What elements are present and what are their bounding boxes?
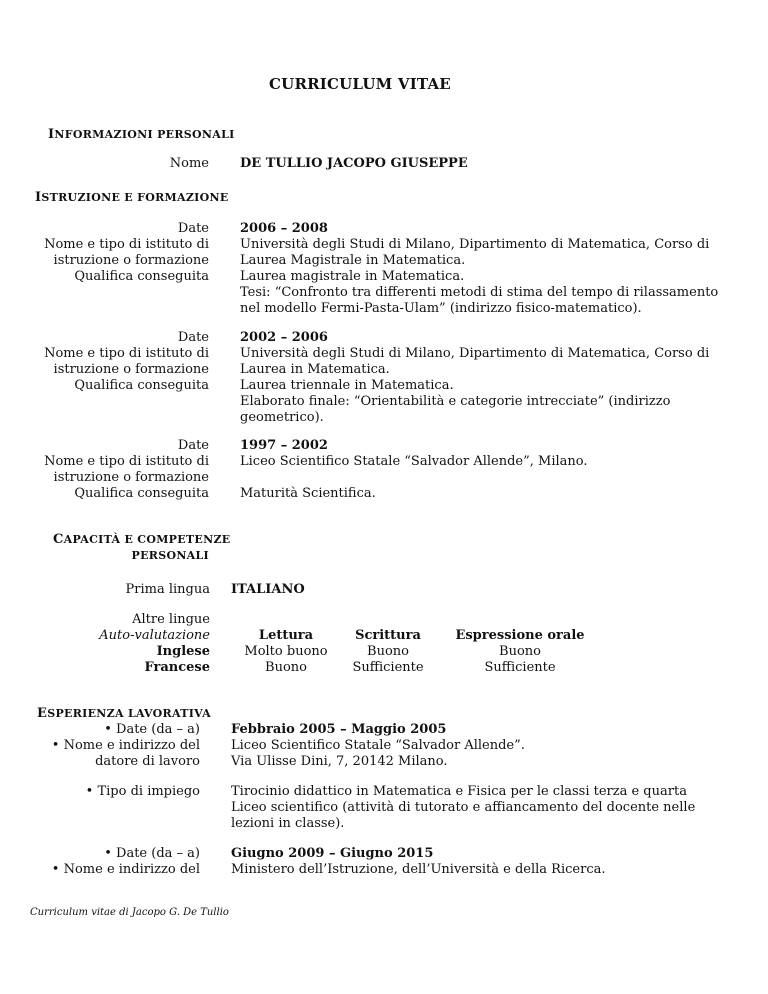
work-1-type-line-2: Liceo scientifico (attività di tutorato e affiancamento del docente nelle [231,800,696,815]
work-1-date: Febbraio 2005 – Maggio 2005 [231,722,447,737]
edu-2-line-4: Elaborato finale: “Orientabilità e categorie intrecciate” (indirizzo [240,394,671,409]
edu-1-line-3: Laurea magistrale in Matematica. [240,269,465,284]
work-2-date: Giugno 2009 – Giugno 2015 [231,846,434,861]
work-1-employer-label-2: datore di lavoro [95,754,200,769]
edu-3-date-label: Date [177,438,209,453]
name-value: DE TULLIO JACOPO GIUSEPPE [240,156,468,171]
edu-2-qual-label: Qualifica conseguita [74,378,209,393]
page-footer: Curriculum vitae di Jacopo G. De Tullio [30,907,229,918]
english-reading: Molto buono [244,644,328,659]
edu-2-line-1: Università degli Studi di Milano, Dipartimento di Matematica, Corso di [240,346,710,361]
work-1-employer-line-1: Liceo Scientifico Statale “Salvador Allende”. [231,738,525,753]
edu-3-date: 1997 – 2002 [240,438,328,453]
edu-2-inst-label-2: istruzione o formazione [53,362,209,377]
edu-1-inst-label-1: Nome e tipo di istituto di [44,237,209,252]
edu-2-line-2: Laurea in Matematica. [240,362,390,377]
work-1-date-label: • Date (da – a) [104,722,200,737]
header-reading: Lettura [258,628,314,643]
edu-1-line-4: Tesi: “Confronto tra differenti metodi di stima del tempo di rilassamento [240,285,719,300]
language-name-english: Inglese [156,644,210,659]
french-speaking: Sufficiente [484,660,556,675]
work-2-employer-label-1: • Nome e indirizzo del [51,862,200,877]
work-1-employer-line-2: Via Ulisse Dini, 7, 20142 Milano. [231,754,448,769]
edu-1-line-1: Università degli Studi di Milano, Dipartimento di Matematica, Corso di [240,237,710,252]
work-1-type-label: • Tipo di impiego [85,784,200,799]
other-languages-label: Altre lingue [132,612,210,627]
edu-1-inst-label-2: istruzione o formazione [53,253,209,268]
section-heading-education: ISTRUZIONE E FORMAZIONE [35,190,229,205]
section-heading-personal: INFORMAZIONI PERSONALI [48,127,235,142]
edu-3-inst-label-2: istruzione o formazione [53,470,209,485]
french-reading: Buono [265,660,307,675]
work-1-type-line-1: Tirocinio didattico in Matematica e Fisica per le classi terza e quarta [231,784,687,799]
name-label: Nome [169,156,209,171]
edu-2-date-label: Date [177,330,209,345]
edu-1-qual-label: Qualifica conseguita [74,269,209,284]
edu-1-date-label: Date [177,221,209,236]
edu-3-line-1: Liceo Scientifico Statale “Salvador Allende”, Milano. [240,454,588,469]
french-writing: Sufficiente [352,660,424,675]
work-2-employer-line-1: Ministero dell’Istruzione, dell’Università e della Ricerca. [231,862,606,877]
self-evaluation-label: Auto-valutazione [99,628,210,643]
edu-1-line-5: nel modello Fermi-Pasta-Ulam” (indirizzo fisico-matematico). [240,301,642,316]
work-2-date-label: • Date (da – a) [104,846,200,861]
edu-2-date: 2002 – 2006 [240,330,328,345]
language-name-french: Francese [144,660,210,675]
edu-3-line-3: Maturità Scientifica. [240,486,376,501]
edu-1-date: 2006 – 2008 [240,221,328,236]
first-language-label: Prima lingua [125,582,210,597]
section-heading-work: ESPERIENZA LAVORATIVA [37,706,211,721]
page-title: CURRICULUM VITAE [269,75,451,93]
work-1-employer-label-1: • Nome e indirizzo del [51,738,200,753]
edu-2-line-3: Laurea triennale in Matematica. [240,378,454,393]
header-writing: Scrittura [355,628,421,643]
edu-1-line-2: Laurea Magistrale in Matematica. [240,253,466,268]
english-speaking: Buono [499,644,541,659]
work-1-type-line-3: lezioni in classe). [231,816,345,831]
edu-3-qual-label: Qualifica conseguita [74,486,209,501]
edu-3-inst-label-1: Nome e tipo di istituto di [44,454,209,469]
edu-2-inst-label-1: Nome e tipo di istituto di [44,346,209,361]
first-language-value: ITALIANO [231,582,305,597]
section-heading-skills: CAPACITÀ E COMPETENZE [53,532,231,547]
edu-2-line-5: geometrico). [240,410,324,425]
english-writing: Buono [367,644,409,659]
section-heading-skills-line2: PERSONALI [131,549,209,562]
header-speaking: Espressione orale [455,628,585,643]
